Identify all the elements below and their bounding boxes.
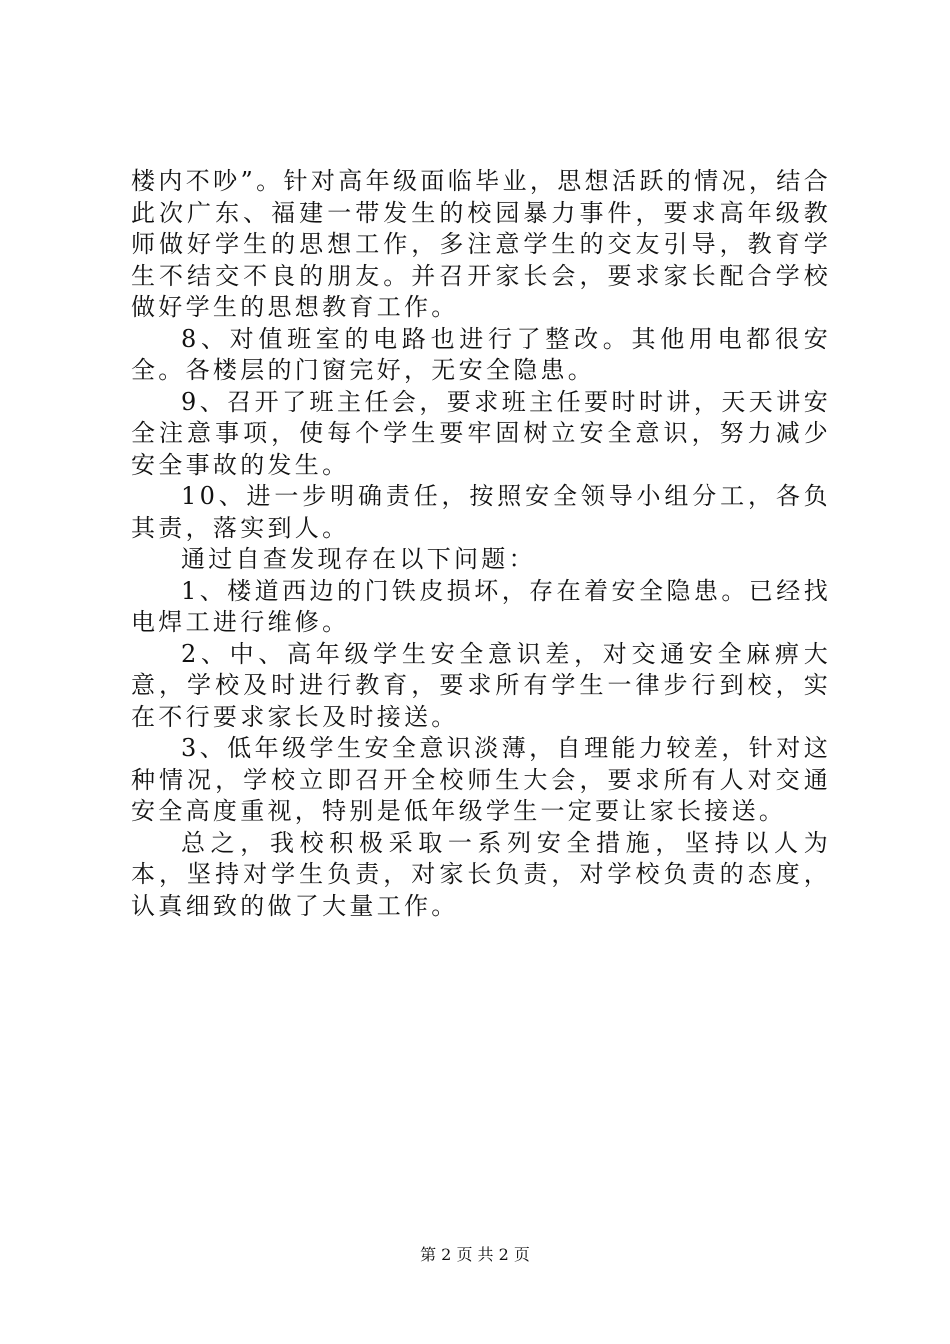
paragraph-item-8: 8、对值班室的电路也进行了整改。其他用电都很安全。各楼层的门窗完好，无安全隐患。 — [131, 324, 831, 384]
paragraph-problem-1: 1、楼道西边的门铁皮损坏，存在着安全隐患。已经找电焊工进行维修。 — [131, 576, 831, 636]
paragraph-problems-intro: 通过自查发现存在以下问题： — [181, 545, 536, 573]
document-body — [131, 166, 831, 922]
paragraph-continuation: 楼内不吵”。针对高年级面临毕业，思想活跃的情况，结合此次广东、福建一带发生的校园暴力事件，要求高年级教师做好学生的思想工作，多注意学生的交友引导，教育学生不结交不良的朋友。并召开家长会，要求家长配合学校做好学生的思想教育工作。 — [131, 167, 831, 321]
page-number-footer: 第 2 页 共 2 页 — [420, 1245, 530, 1264]
paragraph-problem-3: 3、低年级学生安全意识淡薄，自理能力较差，针对这种情况，学校立即召开全校师生大会，要求所有人对交通安全高度重视，特别是低年级学生一定要让家长接送。 — [131, 734, 831, 825]
paragraph-problem-2: 2、中、高年级学生安全意识差，对交通安全麻痹大意，学校及时进行教育，要求所有学生一律步行到校，实在不行要求家长及时接送。 — [131, 639, 831, 731]
paragraph-item-9: 9、召开了班主任会，要求班主任要时时讲，天天讲安全注意事项，使每个学生要牢固树立安全意识，努力减少安全事故的发生。 — [131, 387, 831, 479]
paragraph-item-10: 10、进一步明确责任，按照安全领导小组分工，各负其责，落实到人。 — [131, 482, 831, 542]
paragraph-conclusion: 总之，我校积极采取一系列安全措施，坚持以人为本，坚持对学生负责，对家长负责，对学校负责的态度，认真细致的做了大量工作。 — [131, 828, 831, 920]
